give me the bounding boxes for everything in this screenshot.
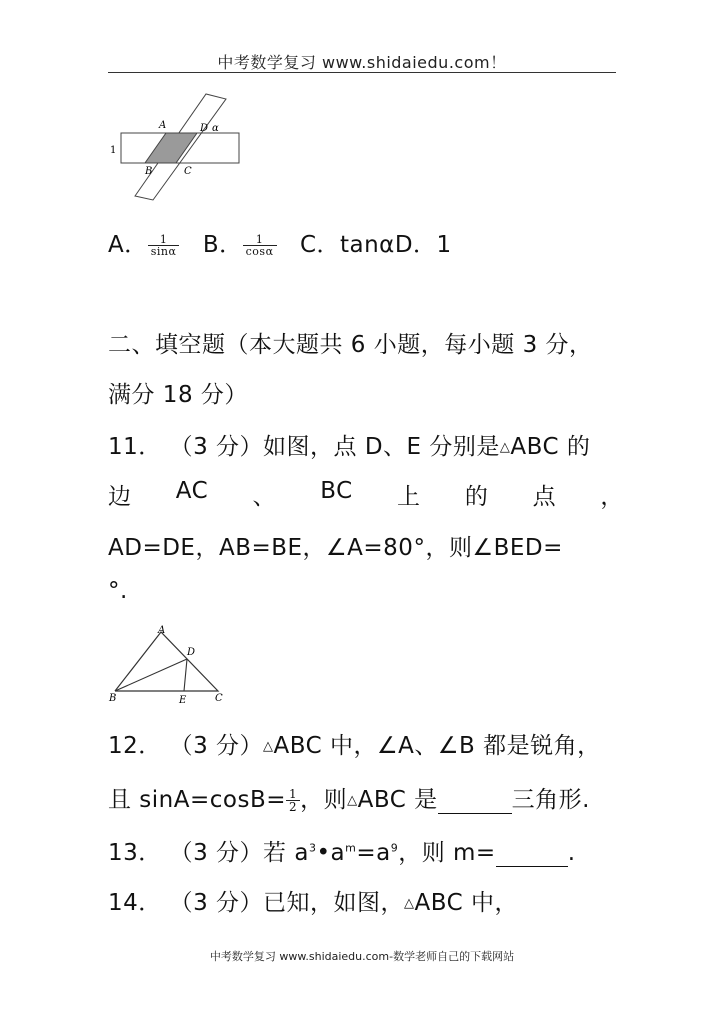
q12-text-d: ，则 xyxy=(300,787,348,813)
q13-text-a: 13． （3 分）若 a xyxy=(108,840,309,866)
q13-exponent-m: m xyxy=(345,841,357,855)
triangle-symbol: △ xyxy=(263,739,274,754)
q12-fraction-numerator: 1 xyxy=(286,788,300,801)
fig2-label-E: E xyxy=(179,695,187,706)
segment-de xyxy=(184,659,187,691)
q13-exponent-9: 9 xyxy=(390,841,399,855)
q12-fraction xyxy=(286,788,300,813)
q11-word: 上 xyxy=(397,484,421,510)
option-b-numerator: 1 xyxy=(243,234,277,246)
segment-bd xyxy=(115,659,187,691)
option-b-fraction xyxy=(243,234,277,257)
option-a-denominator: sinα xyxy=(150,245,177,258)
q13-text-d: ，则 m= xyxy=(398,840,496,866)
q11-text-b: ABC 的 xyxy=(510,434,591,460)
q13-text-e: . xyxy=(567,840,576,866)
q13-exponent-3: 3 xyxy=(308,841,317,855)
triangle-symbol: △ xyxy=(404,896,415,911)
q14-text-a: 14． （3 分）已知，如图， xyxy=(108,890,405,916)
q11-line4: °. xyxy=(108,578,128,604)
q11-line3: AD=DE，AB=BE，∠A=80°，则∠BED= xyxy=(108,535,563,561)
option-a-fraction xyxy=(148,234,180,257)
q14-line1 xyxy=(108,884,518,917)
q11-word: 的 xyxy=(464,484,489,510)
figure-strip-overlap xyxy=(108,90,244,204)
figure-triangle-abc xyxy=(108,622,232,708)
q13-line xyxy=(108,834,576,867)
q12-answer-blank xyxy=(438,791,512,814)
fig1-label-B: B xyxy=(145,166,153,177)
fig2-label-C: C xyxy=(215,693,223,704)
q12-text-e: ABC 是 xyxy=(357,787,438,813)
fig2-label-B: B xyxy=(109,693,117,704)
triangle-abc xyxy=(115,632,218,691)
q11-word: 点 xyxy=(532,484,557,510)
triangle-symbol: △ xyxy=(347,793,358,808)
page-header: 中考数学复习 www.shidaiedu.com！ xyxy=(217,53,507,72)
q13-answer-blank xyxy=(496,844,568,867)
option-a-numerator: 1 xyxy=(148,234,180,246)
q11-word: 、 xyxy=(252,484,276,510)
q11-word: ， xyxy=(600,484,624,510)
option-b-denominator: cosα xyxy=(245,245,274,258)
fig1-label-alpha: α xyxy=(212,123,219,134)
q13-text-b: •a xyxy=(316,840,346,866)
fig2-label-A: A xyxy=(158,625,166,636)
triangle-symbol: △ xyxy=(499,440,511,455)
q12-line2 xyxy=(108,781,590,814)
page-footer: 中考数学复习 www.shidaiedu.com-数学老师自己的下载网站 xyxy=(209,950,515,963)
q12-text-b: ABC 中，∠A、∠B 都是锐角， xyxy=(273,733,601,759)
q11-word: 边 xyxy=(108,484,132,510)
q12-line1 xyxy=(108,727,601,760)
q14-text-b: ABC 中， xyxy=(414,890,519,916)
fig2-label-D: D xyxy=(187,647,196,658)
option-a-label: A． xyxy=(108,232,148,258)
section-heading-line2: 满分 18 分） xyxy=(108,382,248,408)
q12-text-f: 三角形. xyxy=(511,787,590,813)
fig1-label-1: 1 xyxy=(110,145,117,156)
fig1-label-D: D xyxy=(200,123,209,134)
q12-text-a: 12． （3 分） xyxy=(108,733,264,759)
q13-text-c: =a xyxy=(356,840,391,866)
fig1-label-C: C xyxy=(184,166,192,177)
q11-word: AC xyxy=(175,478,209,504)
q12-text-c: 且 sinA=cosB= xyxy=(108,787,287,813)
q11-line2 xyxy=(108,478,624,511)
overlap-parallelogram xyxy=(145,133,197,163)
q10-options xyxy=(108,226,452,259)
q11-text-a: 11． （3 分）如图，点 D、E 分别是 xyxy=(108,434,500,460)
header-rule xyxy=(108,72,616,73)
q12-fraction-denominator: 2 xyxy=(289,800,298,814)
section-heading-line1: 二、填空题（本大题共 6 小题，每小题 3 分， xyxy=(108,332,593,358)
q11-word: BC xyxy=(320,478,353,504)
q11-line1 xyxy=(108,428,590,461)
fig1-label-A: A xyxy=(159,120,167,131)
option-c-d-text: C．tanαD．1 xyxy=(299,232,452,258)
option-b-label: B． xyxy=(202,232,243,258)
